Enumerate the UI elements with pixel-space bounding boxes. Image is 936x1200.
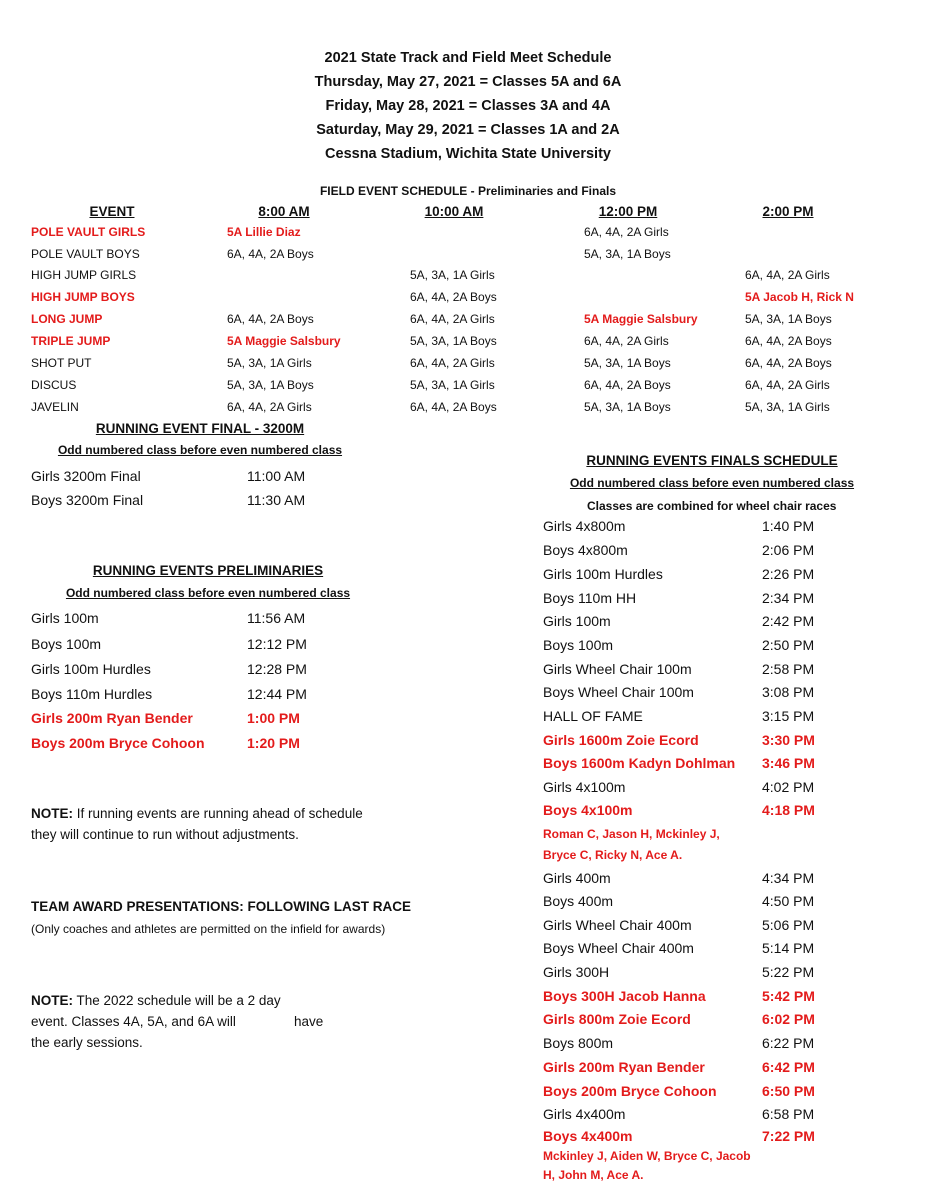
- prelims-time: 1:20 PM: [247, 735, 300, 751]
- field-event-cell: 6A, 4A, 2A Girls: [745, 268, 830, 282]
- finals-event: Girls 4x400m: [543, 1106, 626, 1122]
- finals-wheelchair-note: Classes are combined for wheel chair races: [587, 499, 837, 513]
- finals-event: Girls 4x800m: [543, 518, 626, 534]
- field-event-cell: 5A Maggie Salsbury: [584, 312, 698, 326]
- field-event-name: SHOT PUT: [31, 356, 92, 370]
- final-3200-title: RUNNING EVENT FINAL - 3200M: [95, 421, 305, 436]
- finals-event: Boys 110m HH: [543, 590, 637, 606]
- field-event-cell: 6A, 4A, 2A Boys: [745, 356, 832, 370]
- finals-time: 2:58 PM: [762, 661, 815, 677]
- field-event-name: HIGH JUMP BOYS: [31, 290, 135, 304]
- relay-4x100-names: Bryce C, Ricky N, Ace A.: [543, 848, 683, 862]
- finals-time: 4:02 PM: [762, 779, 815, 795]
- finals-event: Boys Wheel Chair 400m: [543, 940, 694, 956]
- prelims-event: Boys 100m: [31, 636, 102, 652]
- field-event-cell: 5A Jacob H, Rick N: [745, 290, 854, 304]
- finals-time: 6:58 PM: [762, 1106, 815, 1122]
- field-event-cell: 5A, 3A, 1A Girls: [227, 356, 312, 370]
- field-header-3: 12:00 PM: [598, 204, 658, 219]
- finals-time: 6:50 PM: [762, 1083, 815, 1099]
- note-text: If running events are running ahead of schedule: [73, 806, 363, 821]
- relay-4x400-names: H, John M, Ace A.: [543, 1168, 644, 1182]
- finals-event: HALL OF FAME: [543, 708, 643, 724]
- field-header-2: 10:00 AM: [424, 204, 484, 219]
- finals-time: 4:50 PM: [762, 893, 815, 909]
- finals-subtitle: Odd numbered class before even numbered class: [569, 476, 855, 490]
- saturday-line: Saturday, May 29, 2021 = Classes 1A and 2A: [316, 122, 620, 138]
- field-event-cell: 6A, 4A, 2A Boys: [410, 400, 497, 414]
- finals-time: 3:08 PM: [762, 684, 815, 700]
- field-event-name: DISCUS: [31, 378, 77, 392]
- field-event-cell: 5A, 3A, 1A Girls: [745, 400, 830, 414]
- field-event-cell: 5A Maggie Salsbury: [227, 334, 341, 348]
- finals-event: Girls 400m: [543, 870, 611, 886]
- field-event-name: TRIPLE JUMP: [31, 334, 111, 348]
- finals-time: 6:42 PM: [762, 1059, 815, 1075]
- field-header-1: 8:00 AM: [258, 204, 310, 219]
- field-event-cell: 6A, 4A, 2A Girls: [584, 225, 669, 239]
- prelims-event: Girls 100m Hurdles: [31, 661, 151, 677]
- prelims-subtitle: Odd numbered class before even numbered class: [65, 586, 351, 600]
- relay-4x100-names: Roman C, Jason H, Mckinley J,: [543, 827, 720, 841]
- field-event-cell: 5A, 3A, 1A Boys: [584, 356, 671, 370]
- prelims-time: 12:44 PM: [247, 686, 307, 702]
- finals-time: 6:02 PM: [762, 1011, 815, 1027]
- final-3200-time: 11:30 AM: [247, 492, 306, 508]
- schedule-title: 2021 State Track and Field Meet Schedule: [324, 50, 612, 66]
- note-label: NOTE:: [31, 993, 73, 1008]
- finals-time: 2:06 PM: [762, 542, 815, 558]
- finals-event: Boys 4x400m: [543, 1128, 633, 1144]
- team-awards-note: (Only coaches and athletes are permitted on the infield for awards): [31, 922, 386, 936]
- finals-time: 2:42 PM: [762, 613, 815, 629]
- field-event-cell: 5A, 3A, 1A Boys: [584, 247, 671, 261]
- field-event-name: JAVELIN: [31, 400, 79, 414]
- finals-time: 7:22 PM: [762, 1128, 815, 1144]
- finals-event: Boys 200m Bryce Cohoon: [543, 1083, 717, 1099]
- field-event-cell: 5A, 3A, 1A Boys: [584, 400, 671, 414]
- finals-event: Girls 1600m Zoie Ecord: [543, 732, 699, 748]
- field-event-cell: 6A, 4A, 2A Girls: [584, 334, 669, 348]
- finals-event: Girls 800m Zoie Ecord: [543, 1011, 691, 1027]
- prelims-event: Girls 200m Ryan Bender: [31, 710, 193, 726]
- friday-line: Friday, May 28, 2021 = Classes 3A and 4A: [325, 98, 611, 114]
- prelims-time: 11:56 AM: [247, 610, 306, 626]
- field-event-cell: 6A, 4A, 2A Girls: [745, 378, 830, 392]
- prelims-time: 1:00 PM: [247, 710, 300, 726]
- field-event-cell: 5A, 3A, 1A Boys: [410, 334, 497, 348]
- finals-time: 2:26 PM: [762, 566, 815, 582]
- field-event-name: POLE VAULT BOYS: [31, 247, 140, 261]
- final-3200-event: Boys 3200m Final: [31, 492, 144, 508]
- finals-event: Boys 300H Jacob Hanna: [543, 988, 706, 1004]
- note-running-ahead-line2: they will continue to run without adjustments.: [31, 827, 299, 842]
- field-event-cell: 6A, 4A, 2A Boys: [227, 312, 314, 326]
- finals-time: 4:34 PM: [762, 870, 815, 886]
- field-event-cell: 6A, 4A, 2A Girls: [227, 400, 312, 414]
- field-event-cell: 6A, 4A, 2A Girls: [410, 356, 495, 370]
- prelims-event: Boys 110m Hurdles: [31, 686, 153, 702]
- note-2022-line2-have: have: [294, 1014, 324, 1029]
- field-event-cell: 6A, 4A, 2A Girls: [410, 312, 495, 326]
- field-event-cell: 5A, 3A, 1A Girls: [410, 268, 495, 282]
- finals-event: Boys 4x800m: [543, 542, 628, 558]
- finals-time: 3:30 PM: [762, 732, 815, 748]
- relay-4x400-names: Mckinley J, Aiden W, Bryce C, Jacob: [543, 1149, 751, 1163]
- final-3200-event: Girls 3200m Final: [31, 468, 141, 484]
- field-event-name: POLE VAULT GIRLS: [31, 225, 146, 239]
- venue-line: Cessna Stadium, Wichita State University: [325, 146, 611, 162]
- note-text: The 2022 schedule will be a 2 day: [73, 993, 281, 1008]
- prelims-time: 12:28 PM: [247, 661, 307, 677]
- finals-event: Boys 400m: [543, 893, 614, 909]
- field-event-cell: 6A, 4A, 2A Boys: [745, 334, 832, 348]
- field-event-cell: 6A, 4A, 2A Boys: [227, 247, 314, 261]
- finals-event: Boys Wheel Chair 100m: [543, 684, 694, 700]
- finals-time: 1:40 PM: [762, 518, 815, 534]
- finals-event: Boys 1600m Kadyn Dohlman: [543, 755, 736, 771]
- finals-time: 5:22 PM: [762, 964, 815, 980]
- team-awards-title: TEAM AWARD PRESENTATIONS: FOLLOWING LAST RACE: [31, 899, 411, 914]
- finals-time: 5:06 PM: [762, 917, 815, 933]
- finals-event: Girls 100m Hurdles: [543, 566, 663, 582]
- field-header-0: EVENT: [89, 204, 135, 219]
- prelims-time: 12:12 PM: [247, 636, 307, 652]
- finals-time: 3:46 PM: [762, 755, 815, 771]
- finals-event: Girls 100m: [543, 613, 611, 629]
- finals-time: 5:42 PM: [762, 988, 815, 1004]
- finals-event: Girls 200m Ryan Bender: [543, 1059, 705, 1075]
- finals-time: 3:15 PM: [762, 708, 815, 724]
- prelims-title: RUNNING EVENTS PRELIMINARIES: [92, 563, 324, 578]
- finals-title: RUNNING EVENTS FINALS SCHEDULE: [586, 453, 838, 468]
- final-3200-subtitle: Odd numbered class before even numbered class: [57, 443, 343, 457]
- note-2022-line3: the early sessions.: [31, 1035, 143, 1050]
- finals-time: 2:34 PM: [762, 590, 815, 606]
- field-event-name: LONG JUMP: [31, 312, 103, 326]
- finals-event: Girls Wheel Chair 100m: [543, 661, 692, 677]
- field-event-cell: 5A Lillie Diaz: [227, 225, 301, 239]
- prelims-event: Girls 100m: [31, 610, 99, 626]
- field-event-cell: 5A, 3A, 1A Boys: [745, 312, 832, 326]
- field-event-cell: 6A, 4A, 2A Boys: [584, 378, 671, 392]
- finals-time: 4:18 PM: [762, 802, 815, 818]
- finals-time: 6:22 PM: [762, 1035, 815, 1051]
- field-event-cell: 5A, 3A, 1A Girls: [410, 378, 495, 392]
- final-3200-time: 11:00 AM: [247, 468, 306, 484]
- note-2022-line2: event. Classes 4A, 5A, and 6A will: [31, 1014, 236, 1029]
- field-event-cell: 5A, 3A, 1A Boys: [227, 378, 314, 392]
- finals-event: Girls Wheel Chair 400m: [543, 917, 692, 933]
- finals-event: Girls 4x100m: [543, 779, 626, 795]
- field-header-4: 2:00 PM: [762, 204, 814, 219]
- prelims-event: Boys 200m Bryce Cohoon: [31, 735, 205, 751]
- finals-event: Boys 4x100m: [543, 802, 633, 818]
- note-2022-schedule: [31, 993, 281, 1008]
- thursday-line: Thursday, May 27, 2021 = Classes 5A and 6A: [314, 74, 622, 90]
- finals-event: Boys 100m: [543, 637, 614, 653]
- finals-time: 2:50 PM: [762, 637, 815, 653]
- field-event-title: FIELD EVENT SCHEDULE - Preliminaries and Finals: [319, 184, 617, 198]
- note-running-ahead: [31, 806, 363, 821]
- finals-event: Girls 300H: [543, 964, 610, 980]
- field-event-cell: 6A, 4A, 2A Boys: [410, 290, 497, 304]
- finals-time: 5:14 PM: [762, 940, 815, 956]
- finals-event: Boys 800m: [543, 1035, 614, 1051]
- field-event-name: HIGH JUMP GIRLS: [31, 268, 137, 282]
- note-label: NOTE:: [31, 806, 73, 821]
